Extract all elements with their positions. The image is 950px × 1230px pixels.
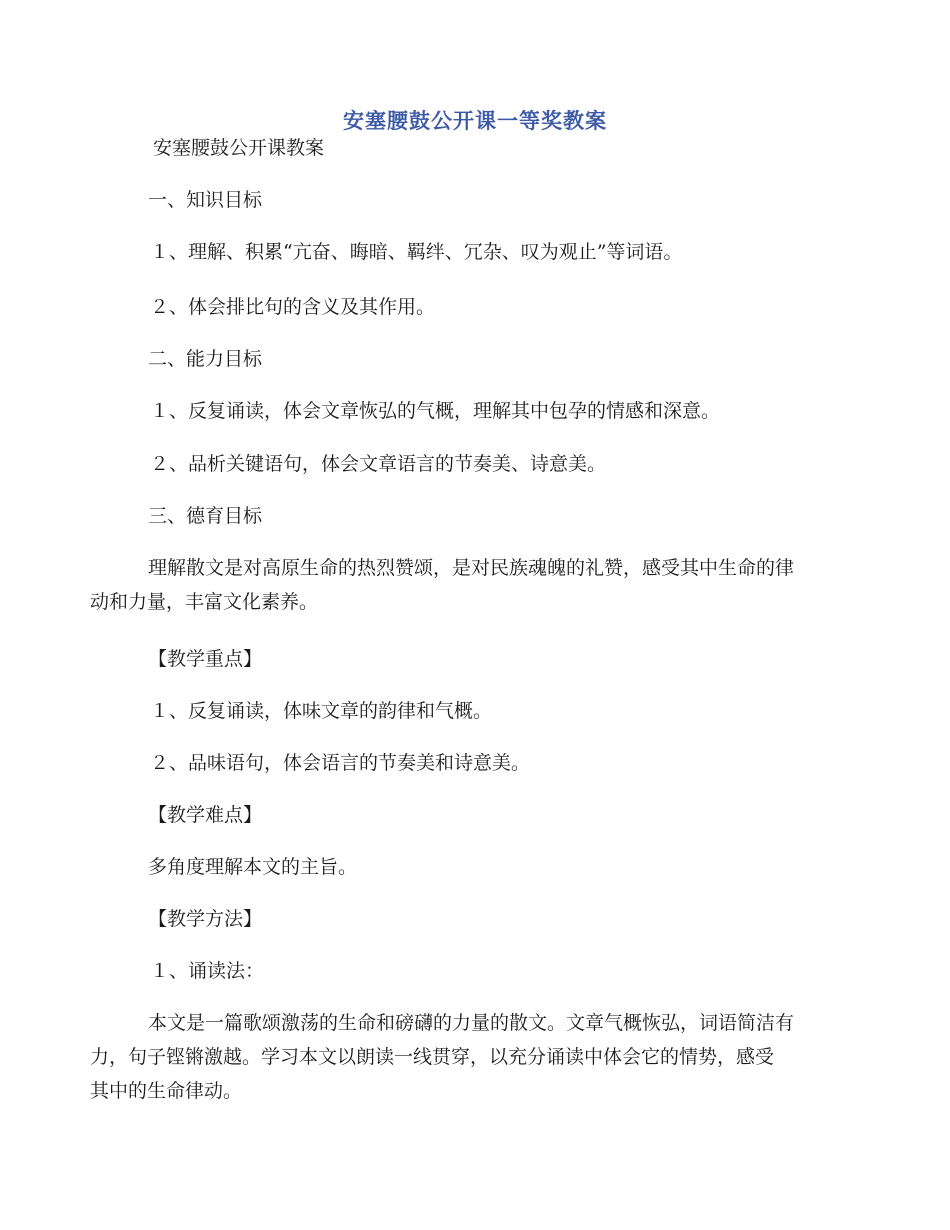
- focus-item-2: ２、品味语句，体会语言的节奏美和诗意美。: [150, 752, 531, 774]
- method-item-1: １、诵读法：: [150, 960, 265, 982]
- document-subtitle: 安塞腰鼓公开课教案: [153, 137, 325, 159]
- method-paragraph: [90, 1006, 870, 1108]
- ability-item-2: ２、品析关键语句，体会文章语言的节奏美、诗意美。: [150, 453, 607, 475]
- section-heading-moral: 三、德育目标: [148, 505, 263, 527]
- ability-item-1: １、反复诵读，体会文章恢弘的气概，理解其中包孕的情感和深意。: [150, 400, 721, 422]
- moral-paragraph-line-1: 理解散文是对高原生命的热烈赞颂，是对民族魂魄的礼赞，感受其中生命的律: [148, 557, 795, 579]
- difficulty-text: 多角度理解本文的主旨。: [148, 856, 358, 878]
- knowledge-item-1: １、理解、积累“亢奋、晦暗、羁绊、冗杂、叹为观止”等词语。: [150, 241, 683, 263]
- method-heading: 【教学方法】: [148, 908, 263, 930]
- difficulty-heading: 【教学难点】: [148, 804, 263, 826]
- knowledge-item-2: ２、体会排比句的含义及其作用。: [150, 296, 436, 318]
- section-heading-knowledge: 一、知识目标: [148, 189, 263, 211]
- method-paragraph-line-1: 本文是一篇歌颂激荡的生命和磅礴的力量的散文。文章气概恢弘，词语简洁有: [148, 1012, 795, 1034]
- moral-paragraph-line-2: 动和力量，丰富文化素养。: [90, 591, 319, 613]
- method-paragraph-line-2: 力，句子铿锵激越。学习本文以朗读一线贯穿，以充分诵读中体会它的情势，感受: [90, 1046, 775, 1068]
- document-title: 安塞腰鼓公开课一等奖教案: [343, 108, 607, 133]
- method-paragraph-line-3: 其中的生命律动。: [90, 1080, 243, 1102]
- focus-heading: 【教学重点】: [148, 648, 263, 670]
- moral-paragraph: [90, 551, 870, 619]
- focus-item-1: １、反复诵读，体味文章的韵律和气概。: [150, 700, 493, 722]
- section-heading-ability: 二、能力目标: [148, 348, 263, 370]
